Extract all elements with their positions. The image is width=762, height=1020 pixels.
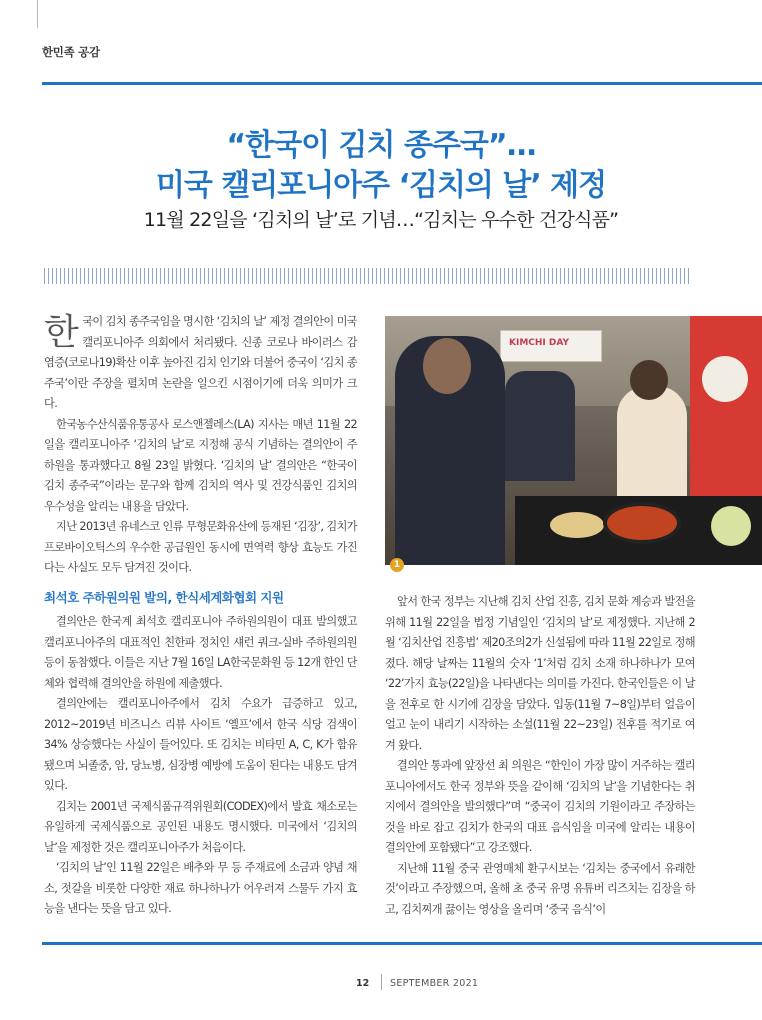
section-subhead: 최석호 주하원의원 발의, 한식세계화협회 지원: [44, 590, 284, 605]
article-column-left-bottom: [44, 612, 357, 920]
footer-divider: [381, 974, 382, 990]
photo-woman-head: [630, 360, 668, 400]
paragraph-r3: 지난해 11월 중국 관영매체 환구시보는 ‘김치는 중국에서 유래한 것’이라고 주장했으며, 올해 초 중국 유명 유튜버 리즈치는 김장을 하고, 김치찌개 끓이는 영상을 올리며 ‘중국 음식’이: [385, 861, 695, 916]
section-label: 한민족 공감: [42, 45, 100, 59]
photo-man-head: [423, 338, 471, 394]
red-display-panel: [690, 316, 762, 506]
photo-dish: [550, 512, 604, 538]
photo-kimchi-dish: [603, 502, 681, 544]
kimchi-day-banner: KIMCHI DAY: [500, 330, 602, 362]
event-photo: [385, 316, 762, 565]
paragraph-2: 한국농수산식품유통공사 로스앤젤레스(LA) 지사는 매년 11월 22일을 캘리포니아주 ‘김치의 날’로 지정해 공식 기념하는 결의안이 주 하원을 통과했다고 8월 23일 밝혔다. ‘김치의 날’ 결의안은 “한국이 김치 종주국”이라는 문구와 함께 김치의 역사 및 건강식품인 김치의 우수성을 알리는 내용을 담았다.: [44, 417, 357, 513]
dropcap: 한: [44, 312, 79, 353]
article-column-left-top: [44, 312, 357, 579]
paragraph-r1: 앞서 한국 정부는 지난해 김치 산업 진흥, 김치 문화 계승과 발전을 위해 11월 22일을 법정 기념일인 ‘김치의 날’로 제정했다. 지난해 2월 ‘김치산업 진흥법’ 제20조의2가 신설됨에 따라 11월 22일로 정해졌다. 해당 날짜는 11월의 숫자 ‘1’처럼 김치 소재 하나하나가 모여 ‘22’가지 효능(22일)을 나타낸다는 의미를 가진다. 한국인들은 이 날을 전후로 한 시기에 김장을 담았다. 입동(11월 7~8일)부터 얼음이 얼고 눈이 내리기 시작하는 소설(11월 22~23일) 전후를 적기로 여겨 왔다.: [385, 595, 695, 752]
paragraph-6: 김치는 2001년 국제식품규격위원회(CODEX)에서 발효 채소로는 유일하게 국제식품으로 공인된 내용도 명시했다. 미국에서 ‘김치의 날’을 제정한 것은 캘리포니아주가 처음이다.: [44, 799, 357, 854]
headline-subtitle: 11월 22일을 ‘김치의 날’로 기념…“김치는 우수한 건강식품”: [143, 209, 619, 231]
top-rule: [42, 82, 762, 85]
headline-line2: 미국 캘리포니아주 ‘김치의 날’ 제정: [155, 168, 607, 203]
header-divider: [37, 0, 38, 28]
paragraph-7: ‘김치의 날’인 11월 22일은 배추와 무 등 주재료에 소금과 양념 채소, 젓갈을 비롯한 다양한 재료 하나하나가 어우러져 스물두 가지 효능을 낸다는 뜻을 담고 있다.: [44, 861, 357, 915]
intro-paragraph: [44, 312, 357, 415]
bottom-rule: [42, 942, 762, 945]
headline-line1: “한국이 김치 종주국”…: [226, 128, 536, 163]
photo-crowd: [505, 371, 575, 481]
page-number: 12: [356, 978, 370, 989]
paragraph-3: 지난 2013년 유네스코 인류 무형문화유산에 등재된 ‘김장’, 김치가 프로바이오틱스의 우수한 공급원인 동시에 면역력 향상 효능도 가진다는 사실도 모두 담겨진 것이다.: [44, 520, 357, 574]
paragraph-4: 결의안은 한국계 최석호 캘리포니아 주하원의원이 대표 발의했고 캘리포니아주의 대표적인 친한파 정치인 섀런 쿼크-실바 주하원의원 등이 동참했다. 이들은 지난 7월 16일 LA한국문화원 등 12개 한인 단체와 협력해 결의안을 하원에 제출했다.: [44, 615, 357, 690]
decorative-hatch-rule: [44, 268, 692, 284]
paragraph-r2: 결의안 통과에 앞장선 최 의원은 “한인이 가장 많이 거주하는 캘리포니아에서도 한국 정부와 뜻을 같이해 ‘김치의 날’을 기념한다는 취지에서 결의안을 발의했다”며 “중국이 김치의 기원이라고 주장하는 것을 바로 잡고 김치가 한국의 대표 음식임을 미국에 알리는 내용이 결의안에 포함됐다”고 강조했다.: [385, 759, 695, 854]
article-column-right: [385, 592, 695, 920]
photo-number-badge: 1: [390, 558, 404, 572]
issue-label: SEPTEMBER 2021: [390, 978, 479, 989]
photo-cabbage: [711, 506, 751, 546]
paragraph-5: 결의안에는 캘리포니아주에서 김치 수요가 급증하고 있고, 2012~2019년 비즈니스 리뷰 사이트 ‘옐프’에서 한국 식당 검색이 34% 상승했다는 사실이 들어있다. 또 김치는 비타민 A, C, K가 함유됐으며 뇌졸중, 암, 당뇨병, 심장병 예방에 도움이 된다는 내용도 담겨 있다.: [44, 697, 357, 792]
intro-text: 국이 김치 종주국임을 명시한 ‘김치의 날’ 제정 결의안이 미국 캘리포니아주 의회에서 처리됐다. 신종 코로나 바이러스 감염증(코로나19)확산 이후 높아진 김치 인기와 더불어 중국이 ‘김치 종주국’이란 주장을 펼치며 논란을 일으킨 시점이기에 더욱 의미가 크다.: [44, 315, 357, 410]
